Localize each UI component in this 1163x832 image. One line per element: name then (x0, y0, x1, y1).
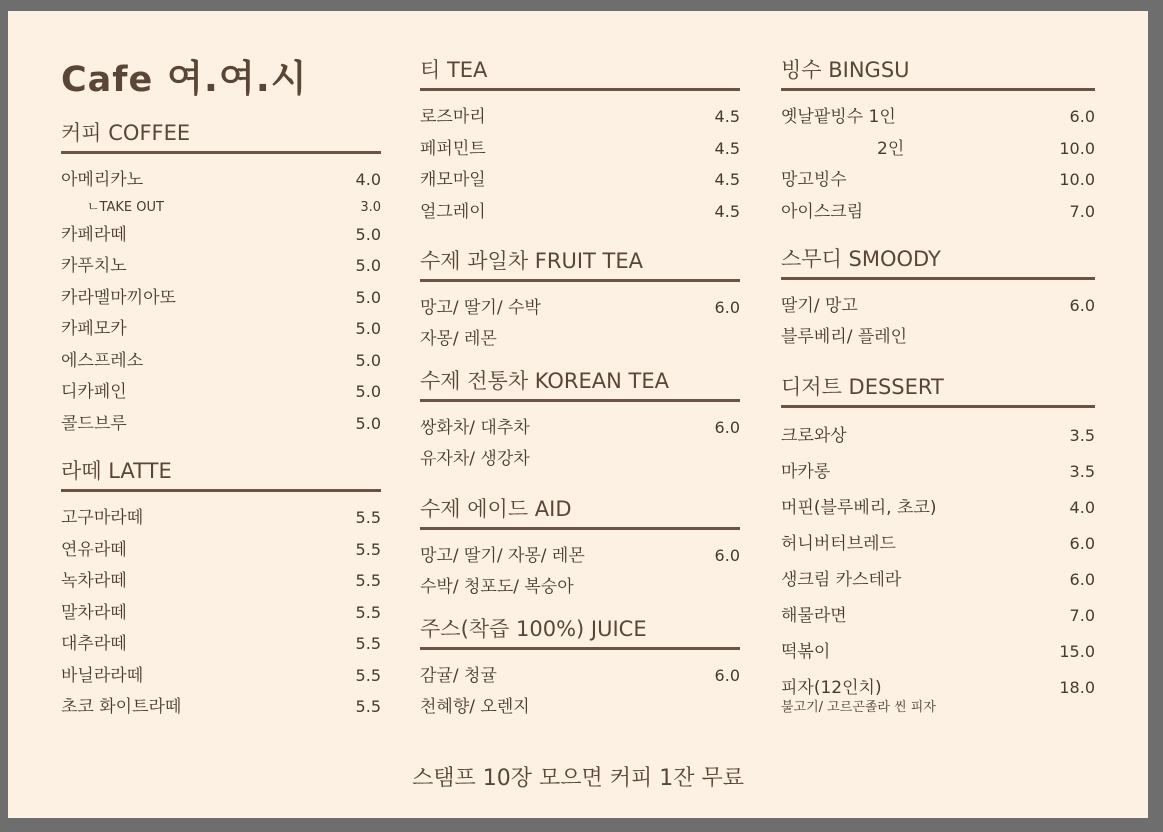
menu-item: 망고/ 딸기/ 수박 6.0 (420, 298, 740, 318)
menu-item: 아메리카노 4.0 (61, 170, 381, 190)
menu-item: 망고빙수 10.0 (781, 170, 1095, 190)
menu-item: 카푸치노 5.0 (61, 256, 381, 276)
menu-item: ㄴTAKE OUT 3.0 (87, 199, 381, 215)
menu-item: 로즈마리 4.5 (420, 107, 740, 127)
section-dessert (781, 375, 1095, 716)
menu-item: 바닐라라떼 5.5 (61, 665, 381, 686)
menu-item: 고구마라떼 5.5 (61, 508, 381, 528)
section-tea (420, 58, 740, 227)
menu-item: 카페모카 5.0 (61, 319, 381, 339)
section-heading: 수제 전통차 KOREAN TEA (420, 369, 740, 402)
menu-item: 에스프레소 5.0 (61, 350, 381, 371)
menu-item: 연유라떼 5.5 (61, 539, 381, 560)
menu-item: 쌍화차/ 대추차 6.0 (420, 418, 740, 438)
menu-item: 딸기/ 망고 6.0 (781, 296, 1095, 316)
section-heading: 커피 COFFEE (61, 121, 381, 154)
menu-item: 마카롱 3.5 (781, 462, 1095, 482)
menu-item: 디카페인 5.0 (61, 382, 381, 402)
stamp-promo: 스탬프 10장 모으면 커피 1잔 무료 (412, 766, 744, 791)
menu-item: 자몽/ 레몬 (420, 328, 497, 349)
section-heading: 티 TEA (420, 58, 740, 91)
menu-item: 얼그레이 4.5 (420, 201, 740, 222)
column-right (781, 58, 1095, 716)
cafe-title (61, 48, 308, 102)
menu-item: 생크림 카스테라 6.0 (781, 570, 1095, 590)
section-coffee (61, 121, 381, 439)
menu-item: 망고/ 딸기/ 자몽/ 레몬 6.0 (420, 546, 740, 566)
menu-item: 초코 화이트라떼 5.5 (61, 697, 381, 717)
menu-item: 떡볶이 15.0 (781, 642, 1095, 662)
section-juice (420, 617, 740, 723)
menu-item: 피자(12인치) 18.0 (781, 678, 1095, 698)
section-heading: 라떼 LATTE (61, 459, 381, 492)
menu-item: 허니버터브레드 6.0 (781, 534, 1095, 554)
menu-item: 옛날팥빙수 1인 6.0 (781, 107, 1095, 127)
section-heading: 수제 과일차 FRUIT TEA (420, 249, 740, 282)
menu-item: 2인 10.0 (877, 138, 1095, 159)
cafe-title-latin: Cafe (61, 60, 154, 100)
menu-item: 말차라떼 5.5 (61, 602, 381, 623)
menu-item: 크로와상 3.5 (781, 426, 1095, 446)
menu-item: 천혜향/ 오렌지 (420, 696, 530, 717)
menu-item: 머핀(블루베리, 초코) 4.0 (781, 498, 1095, 518)
section-heading: 디저트 DESSERT (781, 375, 1095, 408)
menu-item: 블루베리/ 플레인 (781, 326, 908, 347)
menu-item: 녹차라떼 5.5 (61, 571, 381, 591)
pizza-note: 불고기/ 고르곤졸라 씬 피자 (781, 700, 936, 715)
menu-item: 유자차/ 생강차 (420, 448, 530, 469)
menu-item: 페퍼민트 4.5 (420, 138, 740, 159)
section-fruit-tea (420, 249, 740, 355)
section-heading: 주스(착즙 100%) JUICE (420, 617, 740, 650)
section-latte (61, 459, 381, 723)
menu-item: 카페라떼 5.0 (61, 224, 381, 245)
menu-item: 대추라떼 5.5 (61, 634, 381, 654)
menu-item: 아이스크림 7.0 (781, 201, 1095, 222)
column-middle (420, 58, 740, 723)
cafe-title-korean: 여.여.시 (167, 57, 308, 100)
section-heading: 스무디 SMOODY (781, 247, 1095, 280)
section-bingsu (781, 58, 1095, 227)
menu-page (8, 11, 1148, 818)
section-heading: 빙수 BINGSU (781, 58, 1095, 91)
menu-item: 감귤/ 청귤 6.0 (420, 666, 740, 686)
section-smoody (781, 247, 1095, 353)
section-korean-tea (420, 369, 740, 475)
menu-item: 콜드브루 5.0 (61, 413, 381, 434)
menu-item: 해물라면 7.0 (781, 606, 1095, 626)
column-left (61, 121, 381, 723)
section-ade (420, 497, 740, 603)
menu-item: 수박/ 청포도/ 복숭아 (420, 576, 574, 597)
menu-item: 카라멜마끼아또 5.0 (61, 287, 381, 308)
menu-item: 캐모마일 4.5 (420, 170, 740, 190)
section-heading: 수제 에이드 AID (420, 497, 740, 530)
